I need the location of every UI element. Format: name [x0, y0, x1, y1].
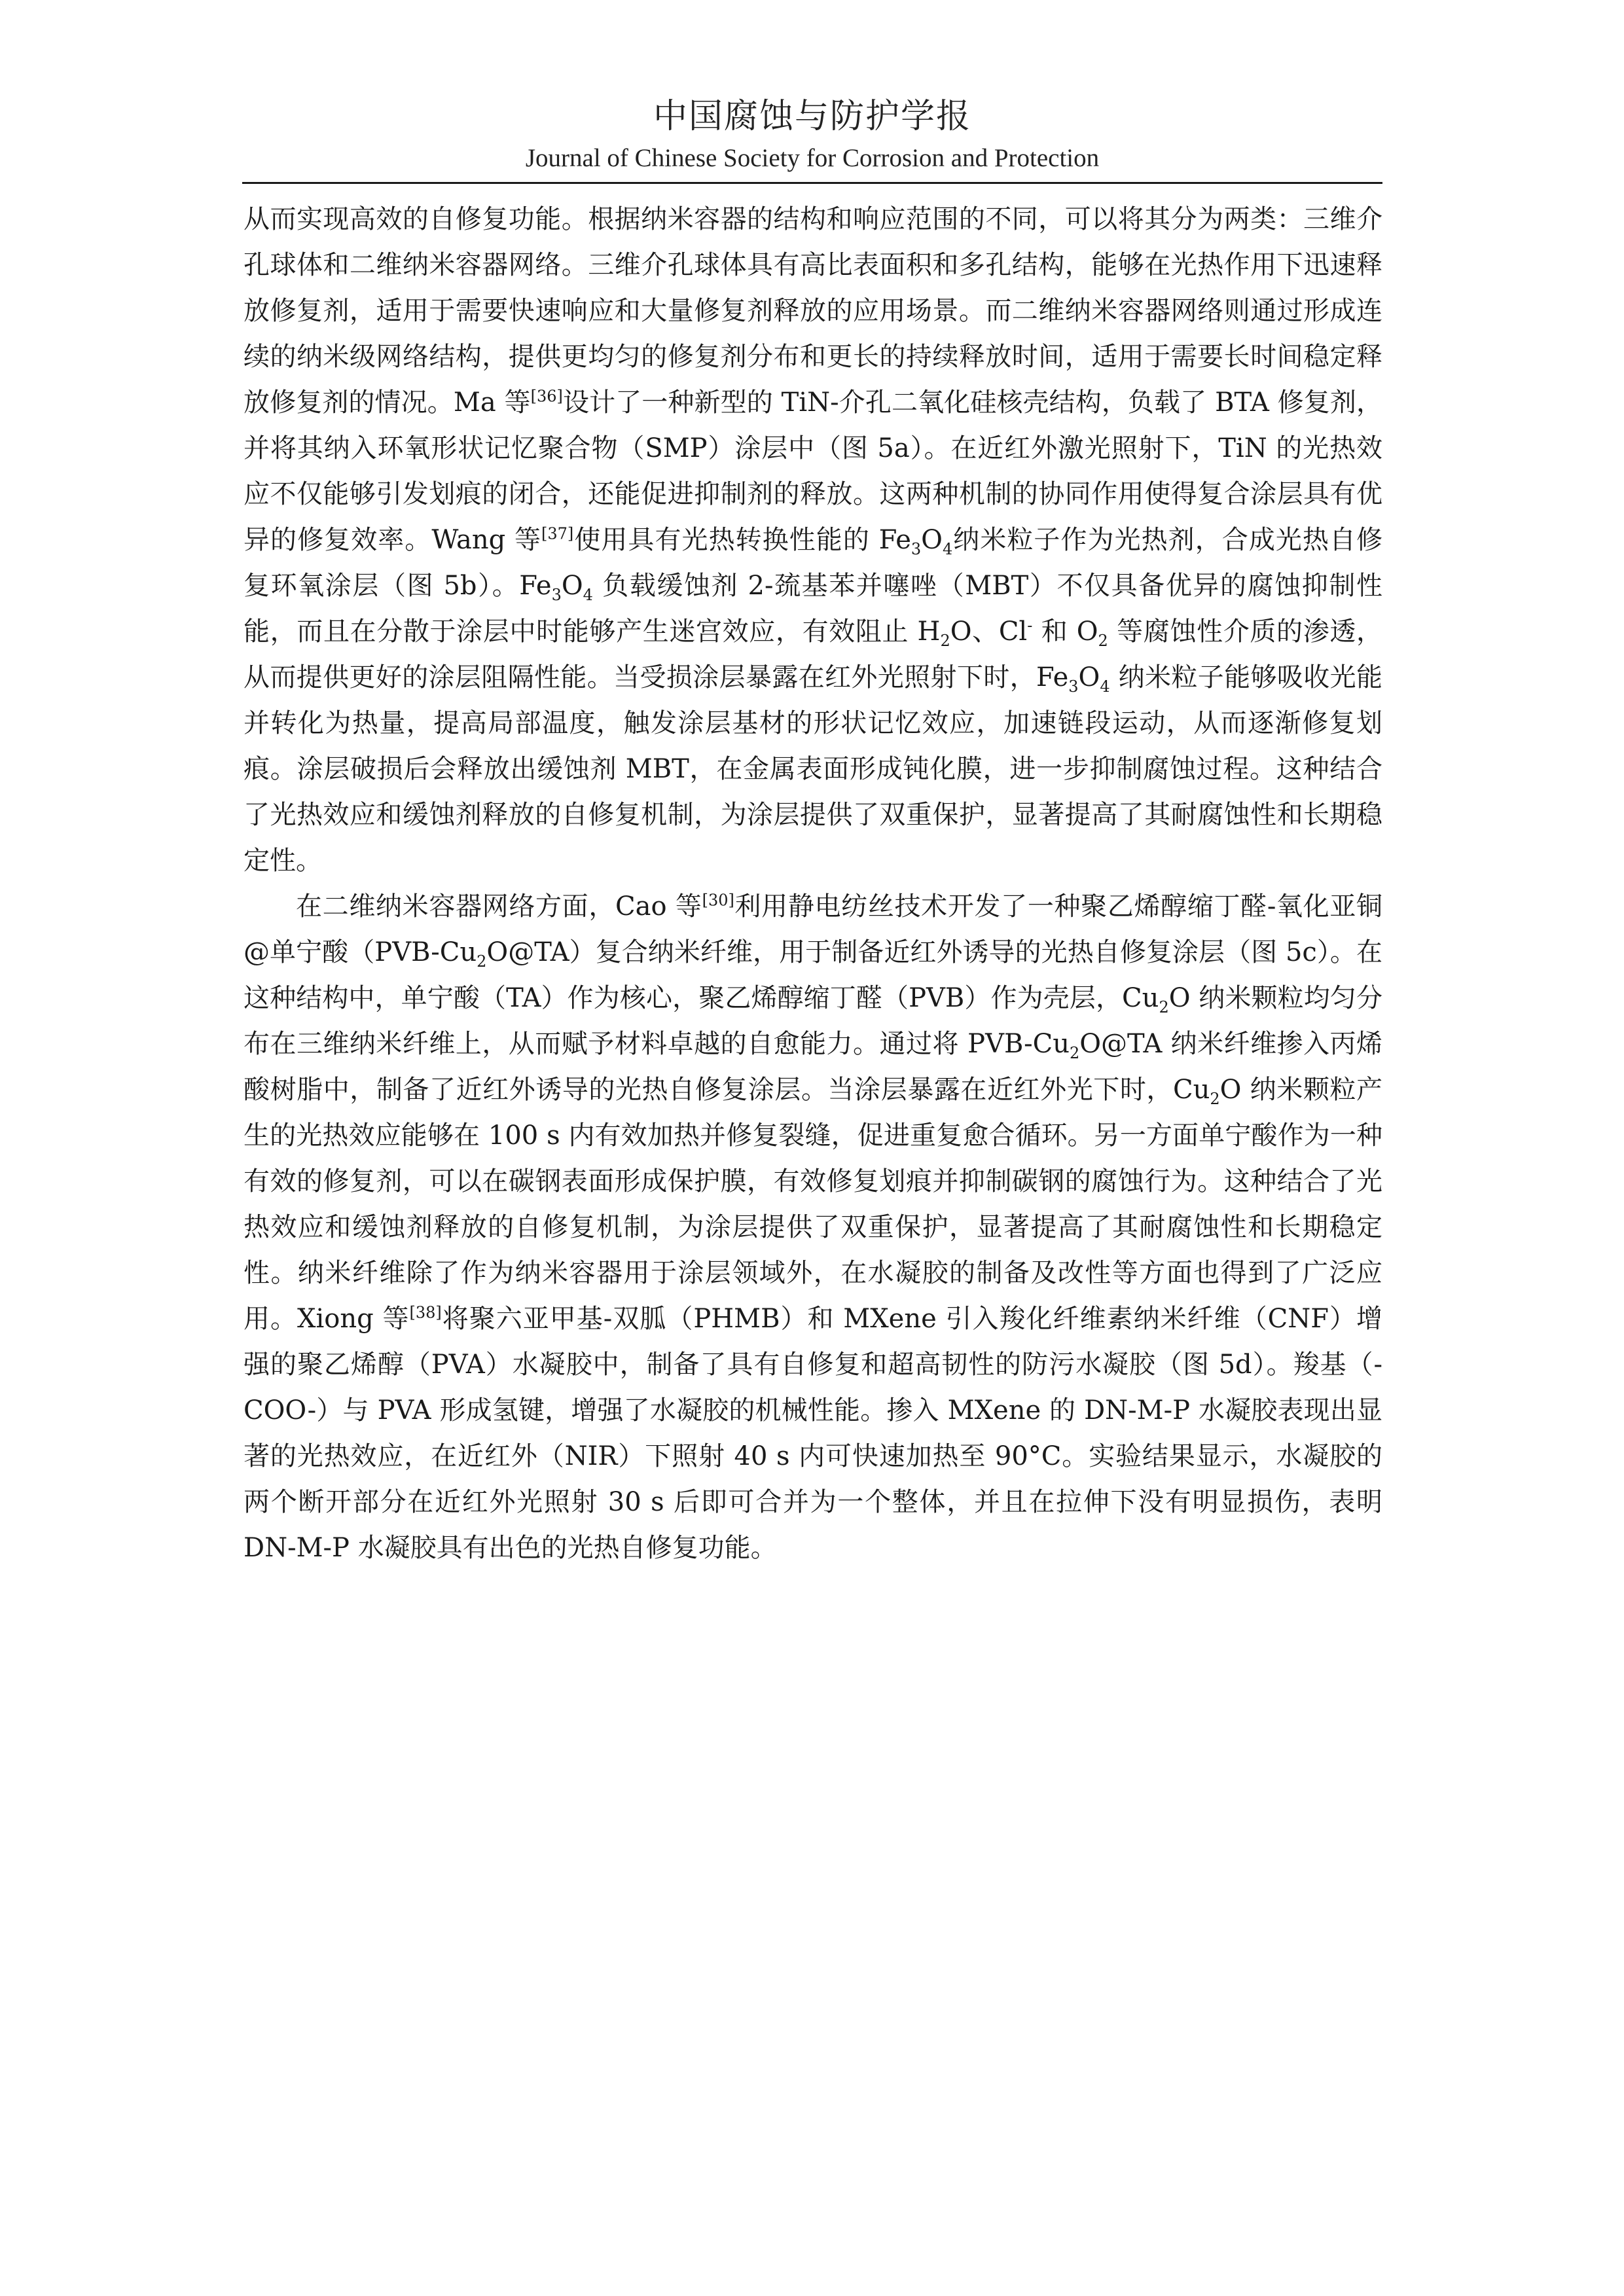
superscript: -	[1027, 616, 1033, 635]
text-span: 在二维纳米容器网络方面，Cao 等	[296, 891, 702, 922]
text-span: O	[921, 525, 943, 555]
paragraph-2	[244, 884, 1382, 1571]
text-span: O 纳米颗粒均匀分布在三维纳米纤维上，从而赋予材料卓越的自愈能力。通过将 PVB-Cu	[244, 983, 1382, 1059]
text-span: 设计了一种新型的 TiN-介孔二氧化硅核壳结构，负载了 BTA 修复剂，并将其纳入环氧形状记忆聚合物（SMP）涂层中（图 5a）。在近红外激光照射下，TiN 的光热效应不仅能够引发划痕的闭合，还能促进抑制剂的释放。这两种机制的协同作用使得复合涂层具有优异的修复效率。Wang 等	[244, 387, 1382, 555]
text-span: O 纳米颗粒产生的光热效应能够在 100 s 内有效加热并修复裂缝，促进重复愈合循环。另一方面单宁酸作为一种有效的修复剂，可以在碳钢表面形成保护膜，有效修复划痕并抑制碳钢的腐蚀行为。这种结合了光热效应和缓蚀剂释放的自修复机制，为涂层提供了双重保护，显著提高了其耐腐蚀性和长期稳定性。纳米纤维除了作为纳米容器用于涂层领域外，在水凝胶的制备及改性等方面也得到了广泛应用。Xiong 等	[244, 1075, 1382, 1334]
text-span: O	[561, 571, 583, 601]
text-span: 纳米粒子作为光热剂，合成光热自修复环氧涂层（图 5b）。Fe	[244, 525, 1383, 601]
text-span: O@TA）复合纳米纤维，用于制备近红外诱导的光热自修复涂层（图 5c）。在这种结构中，单宁酸（TA）作为核心，聚乙烯醇缩丁醛（PVB）作为壳层，Cu	[244, 937, 1382, 1013]
text-span: 等腐蚀性介质的渗透，从而提供更好的涂层阻隔性能。当受损涂层暴露在红外光照射下时，Fe	[244, 617, 1382, 692]
subscript: 4	[1100, 677, 1110, 696]
text-span: 负载缓蚀剂 2-巯基苯并噻唑（MBT）不仅具备优异的腐蚀抑制性能，而且在分散于涂层中时能够产生迷宫效应，有效阻止 H	[244, 571, 1382, 647]
subscript: 2	[1098, 632, 1108, 650]
text-span: 利用静电纺丝技术开发了一种聚乙烯醇缩丁醛-氧化亚铜@单宁酸（PVB-Cu	[244, 891, 1383, 967]
citation-38: [38]	[409, 1303, 442, 1322]
citation-36: [36]	[530, 387, 563, 406]
text-span: O、Cl	[950, 617, 1028, 647]
subscript: 2	[1069, 1044, 1080, 1062]
subscript: 2	[1210, 1090, 1220, 1108]
text-span: O	[1078, 662, 1100, 692]
subscript: 3	[551, 586, 562, 604]
subscript: 2	[477, 952, 487, 971]
article-body	[244, 196, 1382, 1571]
text-span: 纳米粒子能够吸收光能并转化为热量，提高局部温度，触发涂层基材的形状记忆效应，加速链段运动，从而逐渐修复划痕。涂层破损后会释放出缓蚀剂 MBT，在金属表面形成钝化膜，进一步抑制腐蚀过程。这种结合了光热效应和缓蚀剂释放的自修复机制，为涂层提供了双重保护，显著提高了其耐腐蚀性和长期稳定性。	[244, 662, 1382, 876]
text-span: 使用具有光热转换性能的 Fe	[573, 525, 911, 555]
subscript: 3	[911, 540, 922, 558]
citation-30: [30]	[702, 891, 734, 910]
text-span: 和 O	[1032, 617, 1098, 647]
subscript: 2	[940, 632, 950, 650]
text-span: O@TA 纳米纤维掺入丙烯酸树脂中，制备了近红外诱导的光热自修复涂层。当涂层暴露在近红外光下时，Cu	[244, 1029, 1382, 1105]
journal-title-en: Journal of Chinese Society for Corrosion and Protection	[525, 144, 1100, 172]
paragraph-1	[244, 196, 1382, 884]
text-span: 将聚六亚甲基-双胍（PHMB）和 MXene 引入羧化纤维素纳米纤维（CNF）增强的聚乙烯醇（PVA）水凝胶中，制备了具有自修复和超高韧性的防污水凝胶（图 5d）。羧基（-COO-）与 PVA 形成氢键，增强了水凝胶的机械性能。掺入 MXene 的 DN-M-P 水凝胶表现出显著的光热效应，在近红外（NIR）下照射 40 s 内可快速加热至 90°C。实验结果显示，水凝胶的两个断开部分在近红外光照射 30 s 后即可合并为一个整体，并且在拉伸下没有明显损伤，表明 DN-M-P 水凝胶具有出色的光热自修复功能。	[244, 1304, 1382, 1563]
text-span: 从而实现高效的自修复功能。根据纳米容器的结构和响应范围的不同，可以将其分为两类：三维介孔球体和二维纳米容器网络。三维介孔球体具有高比表面积和多孔结构，能够在光热作用下迅速释放修复剂，适用于需要快速响应和大量修复剂释放的应用场景。而二维纳米容器网络则通过形成连续的纳米级网络结构，提供更均匀的修复剂分布和更长的持续释放时间，适用于需要长时间稳定释放修复剂的情况。Ma 等	[244, 204, 1382, 418]
journal-title-cn: 中国腐蚀与防护学报	[653, 97, 971, 136]
header-rule	[242, 182, 1382, 184]
page-header	[242, 92, 1382, 175]
subscript: 4	[942, 540, 953, 558]
subscript: 4	[583, 586, 593, 604]
citation-37: [37]	[541, 524, 574, 543]
subscript: 3	[1068, 677, 1079, 696]
subscript: 2	[1159, 998, 1169, 1016]
